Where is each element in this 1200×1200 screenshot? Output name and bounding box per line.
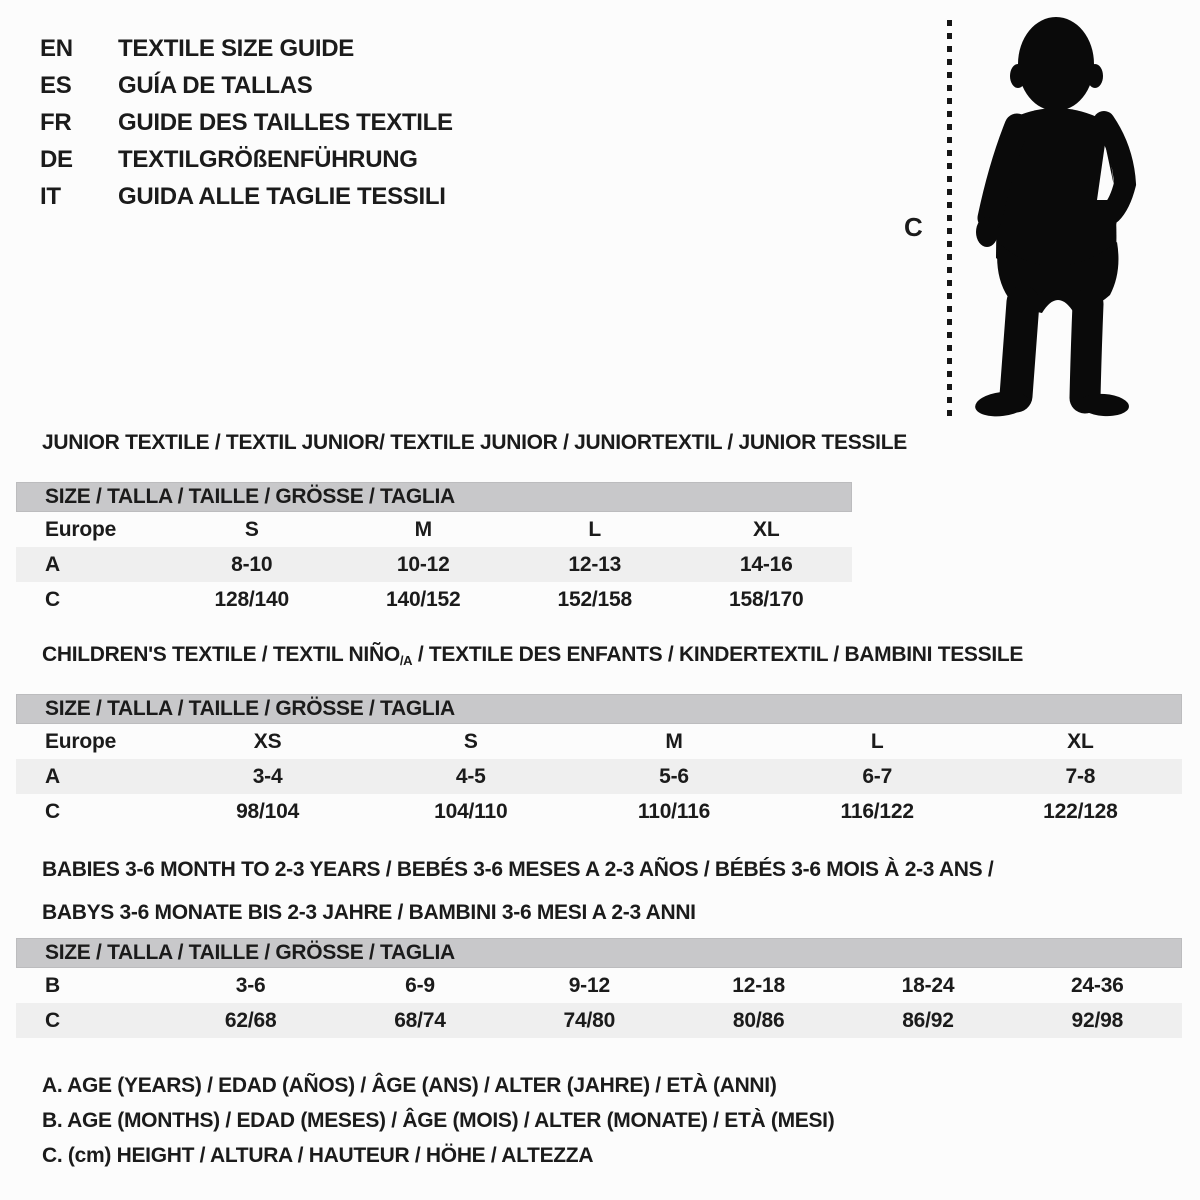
table-row (16, 794, 1182, 829)
size-value-cell: M (414, 517, 432, 541)
size-value-cell: XL (753, 517, 780, 541)
size-value-cell: M (665, 729, 683, 753)
height-measure-label: C (904, 212, 923, 242)
section-title (42, 852, 1182, 887)
table-row (16, 724, 1182, 759)
legend-line: C. (cm) HEIGHT / ALTURA / HAUTEUR / HÖHE / ALTEZZA (42, 1144, 594, 1167)
size-value-cell: 4-5 (455, 764, 486, 788)
size-value-cell: S (244, 517, 259, 541)
table-row (16, 582, 852, 617)
legend-line: B. AGE (MONTHS) / EDAD (MESES) / ÂGE (MOIS) / ALTER (MONATE) / ETÀ (MESI) (42, 1109, 835, 1132)
title-text: BABYS 3-6 MONATE BIS 2-3 JAHRE / BAMBINI 3-6 MESI A 2-3 ANNI (42, 901, 696, 924)
size-value-cell: 8-10 (231, 552, 273, 576)
size-value-cell: 7-8 (1065, 764, 1096, 788)
title-text: JUNIOR TEXTILE / TEXTIL JUNIOR/ TEXTILE JUNIOR / JUNIORTEXTIL / JUNIOR TESSILE (42, 431, 907, 454)
size-value-cell: 92/98 (1071, 1008, 1124, 1032)
size-value-cell: S (463, 729, 478, 753)
height-dashed-line (947, 20, 952, 416)
row-label: C (45, 587, 60, 611)
language-code: DE (40, 146, 73, 173)
size-value-cell: 80/86 (732, 1008, 785, 1032)
row-label: A (45, 552, 60, 576)
language-code: ES (40, 72, 72, 99)
language-row (40, 67, 453, 104)
size-value-cell: 152/158 (557, 587, 632, 611)
size-value-cell: 12-13 (568, 552, 622, 576)
size-value-cell: 10-12 (396, 552, 450, 576)
size-value-cell: 14-16 (739, 552, 793, 576)
row-label: A (45, 764, 60, 788)
guide-title: GUÍA DE TALLAS (118, 72, 313, 99)
size-value-cell: 62/68 (224, 1008, 277, 1032)
legend-line: A. AGE (YEARS) / EDAD (AÑOS) / ÂGE (ANS) / ALTER (JAHRE) / ETÀ (ANNI) (42, 1074, 777, 1097)
title-subscript: /A (399, 652, 413, 668)
row-label: C (45, 1008, 60, 1032)
guide-title: GUIDA ALLE TAGLIE TESSILI (118, 183, 446, 210)
size-value-cell: 5-6 (659, 764, 689, 788)
title-text: / TEXTILE DES ENFANTS / KINDERTEXTIL / BAMBINI TESSILE (412, 643, 1024, 666)
language-row (40, 141, 453, 178)
title-text: BABIES 3-6 MONTH TO 2-3 YEARS / BEBÉS 3-6 MESES A 2-3 AÑOS / BÉBÉS 3-6 MOIS À 2-3 ANS / (42, 858, 994, 881)
size-value-cell: 18-24 (901, 973, 955, 997)
language-code: FR (40, 109, 72, 136)
size-value-cell: 3-4 (252, 764, 283, 788)
row-label: Europe (45, 729, 117, 753)
table-row (16, 1003, 1182, 1038)
size-value-cell: XL (1067, 729, 1094, 753)
size-value-cell: 104/110 (434, 799, 508, 823)
table-row (16, 547, 852, 582)
size-value-cell: 68/74 (394, 1008, 446, 1032)
size-value-cell: 9-12 (568, 973, 610, 997)
size-value-cell: L (588, 517, 602, 541)
language-row (40, 104, 453, 141)
size-value-cell: 128/140 (214, 587, 289, 611)
size-value-cell: 122/128 (1043, 799, 1118, 823)
title-text: CHILDREN'S TEXTILE / TEXTIL NIÑO (42, 643, 400, 666)
guide-title: GUIDE DES TAILLES TEXTILE (118, 109, 453, 136)
row-label: B (45, 973, 60, 997)
size-value-cell: 24-36 (1070, 973, 1124, 997)
size-value-cell: 74/80 (563, 1008, 616, 1032)
section-children (16, 642, 1182, 829)
size-value-cell: 6-7 (862, 764, 893, 788)
size-value-cell: 3-6 (235, 973, 266, 997)
size-value-cell: 12-18 (732, 973, 786, 997)
table-row (16, 968, 1182, 1003)
toddler-silhouette (965, 14, 1137, 418)
language-code: EN (40, 35, 73, 62)
section-babies (16, 852, 1182, 1038)
size-value-cell: L (870, 729, 884, 753)
size-value-cell: 116/122 (840, 799, 914, 823)
size-value-cell: 98/104 (236, 799, 300, 823)
guide-title: TEXTILGRÖßENFÜHRUNG (118, 146, 418, 173)
size-value-cell: XS (253, 729, 282, 753)
table-row (16, 759, 1182, 794)
language-code: IT (40, 183, 61, 210)
section-title (42, 642, 1182, 670)
section-title (42, 430, 1182, 456)
table-row (16, 512, 852, 547)
language-title-list (40, 30, 453, 215)
row-label: C (45, 799, 60, 823)
language-row (40, 178, 453, 215)
size-value-cell: 140/152 (385, 587, 461, 611)
size-header-bar: SIZE / TALLA / TAILLE / GRÖSSE / TAGLIA (16, 694, 1182, 724)
size-value-cell: 6-9 (405, 973, 435, 997)
row-label: Europe (45, 517, 117, 541)
section-junior (16, 430, 1182, 617)
size-value-cell: 86/92 (902, 1008, 954, 1032)
size-value-cell: 158/170 (728, 587, 804, 611)
size-header-bar: SIZE / TALLA / TAILLE / GRÖSSE / TAGLIA (16, 938, 1182, 968)
measure-legend (42, 1068, 834, 1173)
size-header-bar: SIZE / TALLA / TAILLE / GRÖSSE / TAGLIA (16, 482, 852, 512)
language-row (40, 30, 453, 67)
size-value-cell: 110/116 (637, 799, 711, 823)
guide-title: TEXTILE SIZE GUIDE (118, 35, 354, 62)
section-title (42, 895, 1182, 930)
